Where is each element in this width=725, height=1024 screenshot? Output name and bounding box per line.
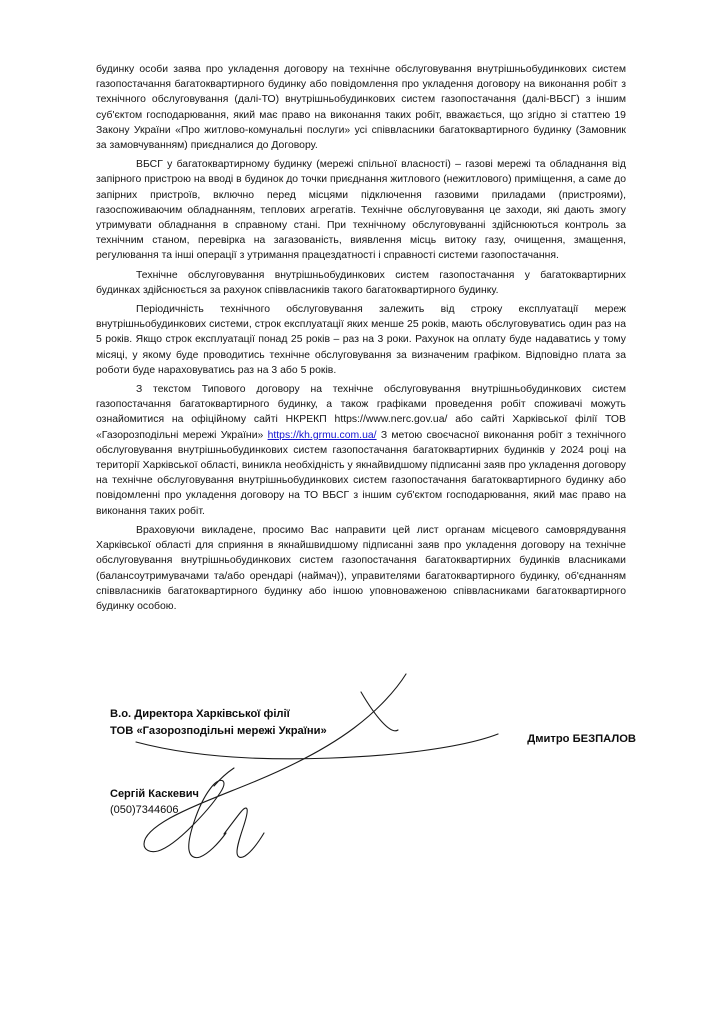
- handwritten-signature: [96, 650, 566, 900]
- signer-position-line2: ТОВ «Газорозподільні мережі України»: [110, 725, 327, 737]
- paragraph-links-part1: З текстом Типового договору на технічне обслуговування внутрішньобудинкових систем газопостачання багатоквартирного будинку, а також графіками проведення робіт споживачі можуть ознайомитися на офіційному сайті НКРЕКП: [96, 384, 626, 426]
- signature-block: [110, 706, 670, 745]
- signer-position-line1: В.о. Директора Харківської філії: [110, 708, 290, 720]
- contact-name: Сергій Каскевич: [110, 788, 199, 800]
- paragraph-links: [96, 382, 626, 519]
- contact-phone: (050)7344606: [110, 804, 179, 816]
- contact-block: [110, 786, 199, 818]
- paragraph-links-part2: або сайті Харківської філії ТОВ «Газорозподільні мережі України»: [96, 414, 626, 441]
- paragraph-1: будинку особи заява про укладення договору на технічне обслуговування внутрішньобудинкових систем газопостачання багатоквартирного будинку або повідомлення про укладення договору на виконання робіт з технічного обслуговування (далі-ТО) внутрішньобудинкових систем газопостачання (далі-ВБСГ) з іншим суб'єктом господарювання, який має право на виконання таких робіт, вважається, що згідно зі статтею 19 Закону України «Про житлово-комунальні послуги» усі співвласники багатоквартирного будинку (Замовник за замовчуванням) приєдналися до Договору.: [96, 64, 626, 152]
- paragraph-6: Враховуючи викладене, просимо Вас направити цей лист органам місцевого самоврядування Харківської області для сприяння в якнайшвидшому підписанні заяв про укладення договору на технічне обслуговування внутрішньобудинкових систем газопостачання багатоквартирних будинків власниками (балансоутримувачами та/або орендарі (наймач)), управителями багатоквартирного будинку, об'єднанням співвласників багатоквартирного будинку або іншою уповноваженою співвласниками багатоквартирного будинку особою.: [96, 524, 626, 612]
- paragraph-2: ВБСГ у багатоквартирному будинку (мережі спільної власності) – газові мережі та обладнання від запірного пристрою на вводі в будинок до точки приєднання житлового (нежитлового) приміщення, а саме до запірних пристроїв, включно перед місцями підключення газовими приладами (пристроями), газоспоживаючим обладнанням, теплових агрегатів. Технічне обслуговування це заходи, які дають змогу утримувати обладнання в справному стані. При технічному обслуговуванні здійснюються контроль за технічним станом, перевірка на загазованість, виявлення місць витоку газу, очищення, змащення, регулювання та інші операції з утримання працездатності і справності системи газопостачання.: [96, 159, 626, 262]
- signer-position: [110, 706, 440, 740]
- document-body: [96, 62, 626, 614]
- kh-grmu-link[interactable]: https://kh.grmu.com.ua/: [267, 429, 377, 441]
- nerc-link[interactable]: https://www.nerc.gov.ua/: [334, 414, 448, 426]
- paragraph-4: Періодичність технічного обслуговування залежить від строку експлуатації мереж внутрішньобудинкових системи, строк експлуатації яких менше 25 років, мають обслуговуватись один раз на 5 років. Якщо строк експлуатації понад 25 років – раз на 3 роки. Рахунок на оплату буде надаватись у тому місяці, у якому буде проводитись технічне обслуговування за визначеним графіком. Відповідно плата за роботи буде нараховуватись раз на 3 або 5 років.: [96, 304, 626, 376]
- paragraph-3: Технічне обслуговування внутрішньобудинкових систем газопостачання у багатоквартирних будинках здійснюється за рахунок співвласників такого багатоквартирного будинку.: [96, 269, 626, 296]
- signer-name: Дмитро БЕЗПАЛОВ: [527, 733, 636, 745]
- paragraph-links-part3: З метою своєчасної виконання робіт з технічного обслуговування внутрішньобудинкових систем газопостачання багатоквартирних будинків у 2024 році на території Харківської області, виникла необхідність у якнайвидшому підписанні заяв про укладення договору на технічне обслуговування внутрішньобудинкових систем газопостачання багатоквартирного будинку або повідомленні про укладення договору на ТО ВБСГ з іншим суб'єктом господарювання, який має право на виконання таких робіт.: [96, 429, 627, 517]
